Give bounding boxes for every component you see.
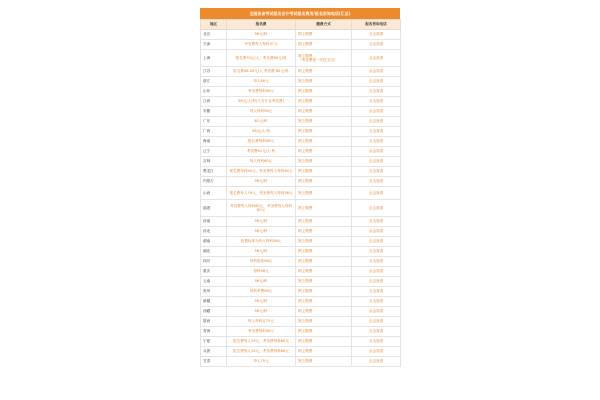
table-row: [201, 137, 401, 147]
cell-region: 福建: [201, 200, 227, 217]
cell-region: 青海: [201, 327, 227, 337]
view-contact-link[interactable]: 点击查看: [352, 67, 401, 77]
method-text: 网上缴费: [298, 279, 313, 284]
cell-method: [296, 137, 352, 147]
cell-region: 重庆: [201, 267, 227, 277]
cell-region: 山西: [201, 187, 227, 200]
cell-region: 甘肃: [201, 357, 227, 367]
cell-fee: 56元/人·科: [227, 127, 296, 137]
cell-method: [296, 327, 352, 337]
table-row: [201, 347, 401, 357]
cell-method: [296, 227, 352, 237]
method-text: 网上缴费: [298, 109, 313, 114]
view-contact-link[interactable]: 点击查看: [352, 127, 401, 137]
method-text: 网上缴费: [298, 69, 313, 74]
method-text: 网上缴费: [298, 42, 313, 47]
method-text: 网上缴费: [298, 339, 313, 344]
cell-method: [296, 157, 352, 167]
cell-region: 上海: [201, 50, 227, 67]
table-row: [201, 87, 401, 97]
cell-method: [296, 267, 352, 277]
cell-fee: 56元/科: [227, 30, 296, 40]
table-row: [201, 157, 401, 167]
view-contact-link[interactable]: 点击查看: [352, 87, 401, 97]
table-row: [201, 297, 401, 307]
method-text: 网上缴费: [298, 329, 313, 334]
method-text: 网上缴费: [298, 89, 313, 94]
method-text: 网上缴费: [298, 239, 313, 244]
method-text: 网上缴费: [298, 79, 313, 84]
cell-fee: 报名费每科60元，考务费每人每科60元: [227, 167, 296, 177]
cell-fee: 每人75元: [227, 357, 296, 367]
cell-region: 贵州: [201, 287, 227, 297]
cell-fee: 56元/科: [227, 307, 296, 317]
cell-fee: 报名费70元/人，考务费60元/科: [227, 50, 296, 67]
view-contact-link[interactable]: 点击查看: [352, 117, 401, 127]
cell-fee: 每科考费56元: [227, 287, 296, 297]
cell-method: [296, 107, 352, 117]
method-text: 网上缴费: [298, 139, 313, 144]
cell-method: [296, 117, 352, 127]
cell-fee: 考试费61元/人·科: [227, 147, 296, 157]
table-row: [201, 97, 401, 107]
cell-method: [296, 347, 352, 357]
cell-fee: 每人每科56元: [227, 107, 296, 117]
cell-region: 四川: [201, 257, 227, 267]
view-contact-link[interactable]: 点击查看: [352, 337, 401, 347]
view-contact-link[interactable]: 点击查看: [352, 167, 401, 177]
table-row: [201, 307, 401, 317]
view-contact-link[interactable]: 点击查看: [352, 157, 401, 167]
cell-region: 河南: [201, 217, 227, 227]
cell-fee: 56元/科: [227, 177, 296, 187]
view-contact-link[interactable]: 点击查看: [352, 227, 401, 237]
method-text: 网上缴费: [298, 259, 313, 264]
cell-region: 湖南: [201, 237, 227, 247]
view-contact-link[interactable]: 点击查看: [352, 327, 401, 337]
view-contact-link[interactable]: 点击查看: [352, 30, 401, 40]
method-text: 网上缴费: [298, 249, 313, 254]
view-contact-link[interactable]: 点击查看: [352, 217, 401, 227]
cell-region: 兵团: [201, 347, 227, 357]
method-text: 网上缴费: [298, 299, 313, 304]
view-contact-link[interactable]: 点击查看: [352, 200, 401, 217]
method-text: 网上缴费: [298, 319, 313, 324]
table-row: [201, 40, 401, 50]
cell-method: [296, 217, 352, 227]
view-contact-link[interactable]: 点击查看: [352, 77, 401, 87]
cell-region: 北京: [201, 30, 227, 40]
view-contact-link[interactable]: 点击查看: [352, 97, 401, 107]
cell-method: [296, 127, 352, 137]
view-contact-link[interactable]: 点击查看: [352, 147, 401, 157]
table-row: [201, 187, 401, 200]
table-row: [201, 237, 401, 247]
cell-method: [296, 307, 352, 317]
fee-table: [200, 19, 401, 367]
table-row: [201, 227, 401, 237]
cell-method: [296, 297, 352, 307]
cell-method: [296, 147, 352, 157]
cell-region: 广东: [201, 117, 227, 127]
cell-method: [296, 177, 352, 187]
method-text: 网上缴费: [298, 99, 313, 104]
method-text: 网上缴费: [298, 205, 313, 210]
cell-fee: 56元/人/科(不含专业考试费): [227, 97, 296, 107]
cell-fee: 56元/科: [227, 247, 296, 257]
cell-method: [296, 287, 352, 297]
cell-method: [296, 200, 352, 217]
cell-fee: 报名费58.20元/人 考试费 60元/科: [227, 67, 296, 77]
cell-region: 吉林: [201, 157, 227, 167]
header-method: 缴费方式: [296, 20, 352, 30]
method-text: 网上缴费: [298, 289, 313, 294]
table-title: 全国各省考试报名会计考试报名费用/报名咨询电话(汇总): [200, 8, 400, 19]
cell-fee: 报名费每人15元，考务费每科60元: [227, 337, 296, 347]
table-row: [201, 117, 401, 127]
method-text: 网上缴费: [298, 149, 313, 154]
cell-region: 江苏: [201, 67, 227, 77]
cell-fee: 每科56元: [227, 267, 296, 277]
table-row: [201, 30, 401, 40]
method-text: 网上缴费: [298, 269, 313, 274]
table-row: [201, 257, 401, 267]
method-text: 网上缴费: [298, 119, 313, 124]
cell-region: 广西: [201, 127, 227, 137]
cell-region: 山东: [201, 87, 227, 97]
table-row: [201, 277, 401, 287]
table-row: [201, 247, 401, 257]
view-contact-link[interactable]: 点击查看: [352, 40, 401, 50]
cell-method: [296, 257, 352, 267]
table-row: [201, 147, 401, 157]
view-contact-link[interactable]: 点击查看: [352, 347, 401, 357]
cell-method: [296, 167, 352, 177]
table-row: [201, 177, 401, 187]
table-row: [201, 50, 401, 67]
cell-fee: 考务费每科56元: [227, 87, 296, 97]
view-contact-link[interactable]: 点击查看: [352, 317, 401, 327]
view-contact-link[interactable]: 点击查看: [352, 137, 401, 147]
cell-method: [296, 50, 352, 67]
cell-fee: 56元/科: [227, 217, 296, 227]
cell-fee: 56元/科: [227, 297, 296, 307]
cell-region: 湖北: [201, 247, 227, 257]
cell-method: [296, 77, 352, 87]
view-contact-link[interactable]: 点击查看: [352, 307, 401, 317]
table-row: [201, 217, 401, 227]
cell-fee: 每人每科定75元: [227, 317, 296, 327]
method-text: 网上缴费: [298, 169, 313, 174]
cell-method: [296, 237, 352, 247]
cell-method: [296, 30, 352, 40]
table-row: [201, 357, 401, 367]
cell-region: 新疆: [201, 297, 227, 307]
cell-region: 海南: [201, 137, 227, 147]
method-text: 网上缴费: [298, 309, 313, 314]
cell-fee: 考务费每科56元: [227, 327, 296, 337]
cell-region: 河北: [201, 227, 227, 237]
table-row: [201, 200, 401, 217]
cell-method: [296, 317, 352, 327]
table-row: [201, 267, 401, 277]
cell-region: 宁夏: [201, 337, 227, 347]
method-text: 网上缴费: [298, 219, 313, 224]
table-row: [201, 167, 401, 177]
view-contact-link[interactable]: 点击查看: [352, 247, 401, 257]
view-contact-link[interactable]: 点击查看: [352, 50, 401, 67]
cell-method: [296, 97, 352, 107]
cell-fee: 每人60元: [227, 77, 296, 87]
method-note: （考务费需一次性支付）: [298, 58, 338, 62]
cell-method: [296, 277, 352, 287]
method-text: 网上缴费: [298, 129, 313, 134]
view-contact-link[interactable]: 点击查看: [352, 107, 401, 117]
cell-region: 内蒙古: [201, 177, 227, 187]
method-text: 网上缴费: [298, 159, 313, 164]
cell-region: 安徽: [201, 107, 227, 117]
cell-method: [296, 40, 352, 50]
table-row: [201, 77, 401, 87]
view-contact-link[interactable]: 点击查看: [352, 257, 401, 267]
cell-fee: 每科收取56元: [227, 257, 296, 267]
table-row: [201, 287, 401, 297]
header-region: 地区: [201, 20, 227, 30]
cell-region: 辽宁: [201, 147, 227, 157]
cell-fee: 报名费每科56元: [227, 137, 296, 147]
cell-region: 陕西: [201, 317, 227, 327]
cell-region: 江西: [201, 97, 227, 107]
view-contact-link[interactable]: 点击查看: [352, 237, 401, 247]
cell-fee: 81元/科: [227, 117, 296, 127]
table-row: [201, 337, 401, 347]
table-row: [201, 107, 401, 117]
header-fee: 报名费: [227, 20, 296, 30]
view-contact-link[interactable]: 点击查看: [352, 357, 401, 367]
fee-table-container: [200, 8, 400, 367]
table-body: [201, 30, 401, 367]
cell-region: 西藏: [201, 307, 227, 317]
cell-fee: 56元/科: [227, 277, 296, 287]
cell-fee: 每人每科60元: [227, 157, 296, 167]
cell-fee: 56元/科: [227, 227, 296, 237]
view-contact-link[interactable]: 点击查看: [352, 277, 401, 287]
view-contact-link[interactable]: 点击查看: [352, 177, 401, 187]
cell-region: 浙江: [201, 77, 227, 87]
cell-region: 云南: [201, 277, 227, 287]
table-row: [201, 317, 401, 327]
cell-fee: 报名费每人76元，考务费每人每科56元: [227, 187, 296, 200]
method-text: 网上缴费: [298, 359, 313, 364]
cell-region: 天津: [201, 40, 227, 50]
cell-method: [296, 67, 352, 77]
cell-method: [296, 337, 352, 347]
cell-fee: 考试费每人每科60元，考务费每人每科60元: [227, 200, 296, 217]
view-contact-link[interactable]: 点击查看: [352, 297, 401, 307]
cell-fee: 考务费每人每科37元: [227, 40, 296, 50]
view-contact-link[interactable]: 点击查看: [352, 187, 401, 200]
table-row: [201, 127, 401, 137]
cell-method: [296, 247, 352, 257]
view-contact-link[interactable]: 点击查看: [352, 267, 401, 277]
header-contact: 报名咨询电话: [352, 20, 401, 30]
method-text: 网上缴费: [298, 53, 313, 58]
table-row: [201, 67, 401, 77]
cell-method: [296, 187, 352, 200]
cell-method: [296, 357, 352, 367]
view-contact-link[interactable]: 点击查看: [352, 287, 401, 297]
cell-fee: 报名费每人15元，考务费每科60元: [227, 347, 296, 357]
method-text: 网上缴费: [298, 349, 313, 354]
table-row: [201, 327, 401, 337]
table-header-row: [201, 20, 401, 30]
method-text: 网上缴费: [298, 229, 313, 234]
cell-method: [296, 87, 352, 97]
method-text: 网上缴费: [298, 179, 313, 184]
cell-region: 黑龙江: [201, 167, 227, 177]
method-text: 网上缴费: [298, 190, 313, 195]
cell-fee: 收费标准为每人每科56元: [227, 237, 296, 247]
method-text: 网上缴费: [298, 32, 313, 37]
